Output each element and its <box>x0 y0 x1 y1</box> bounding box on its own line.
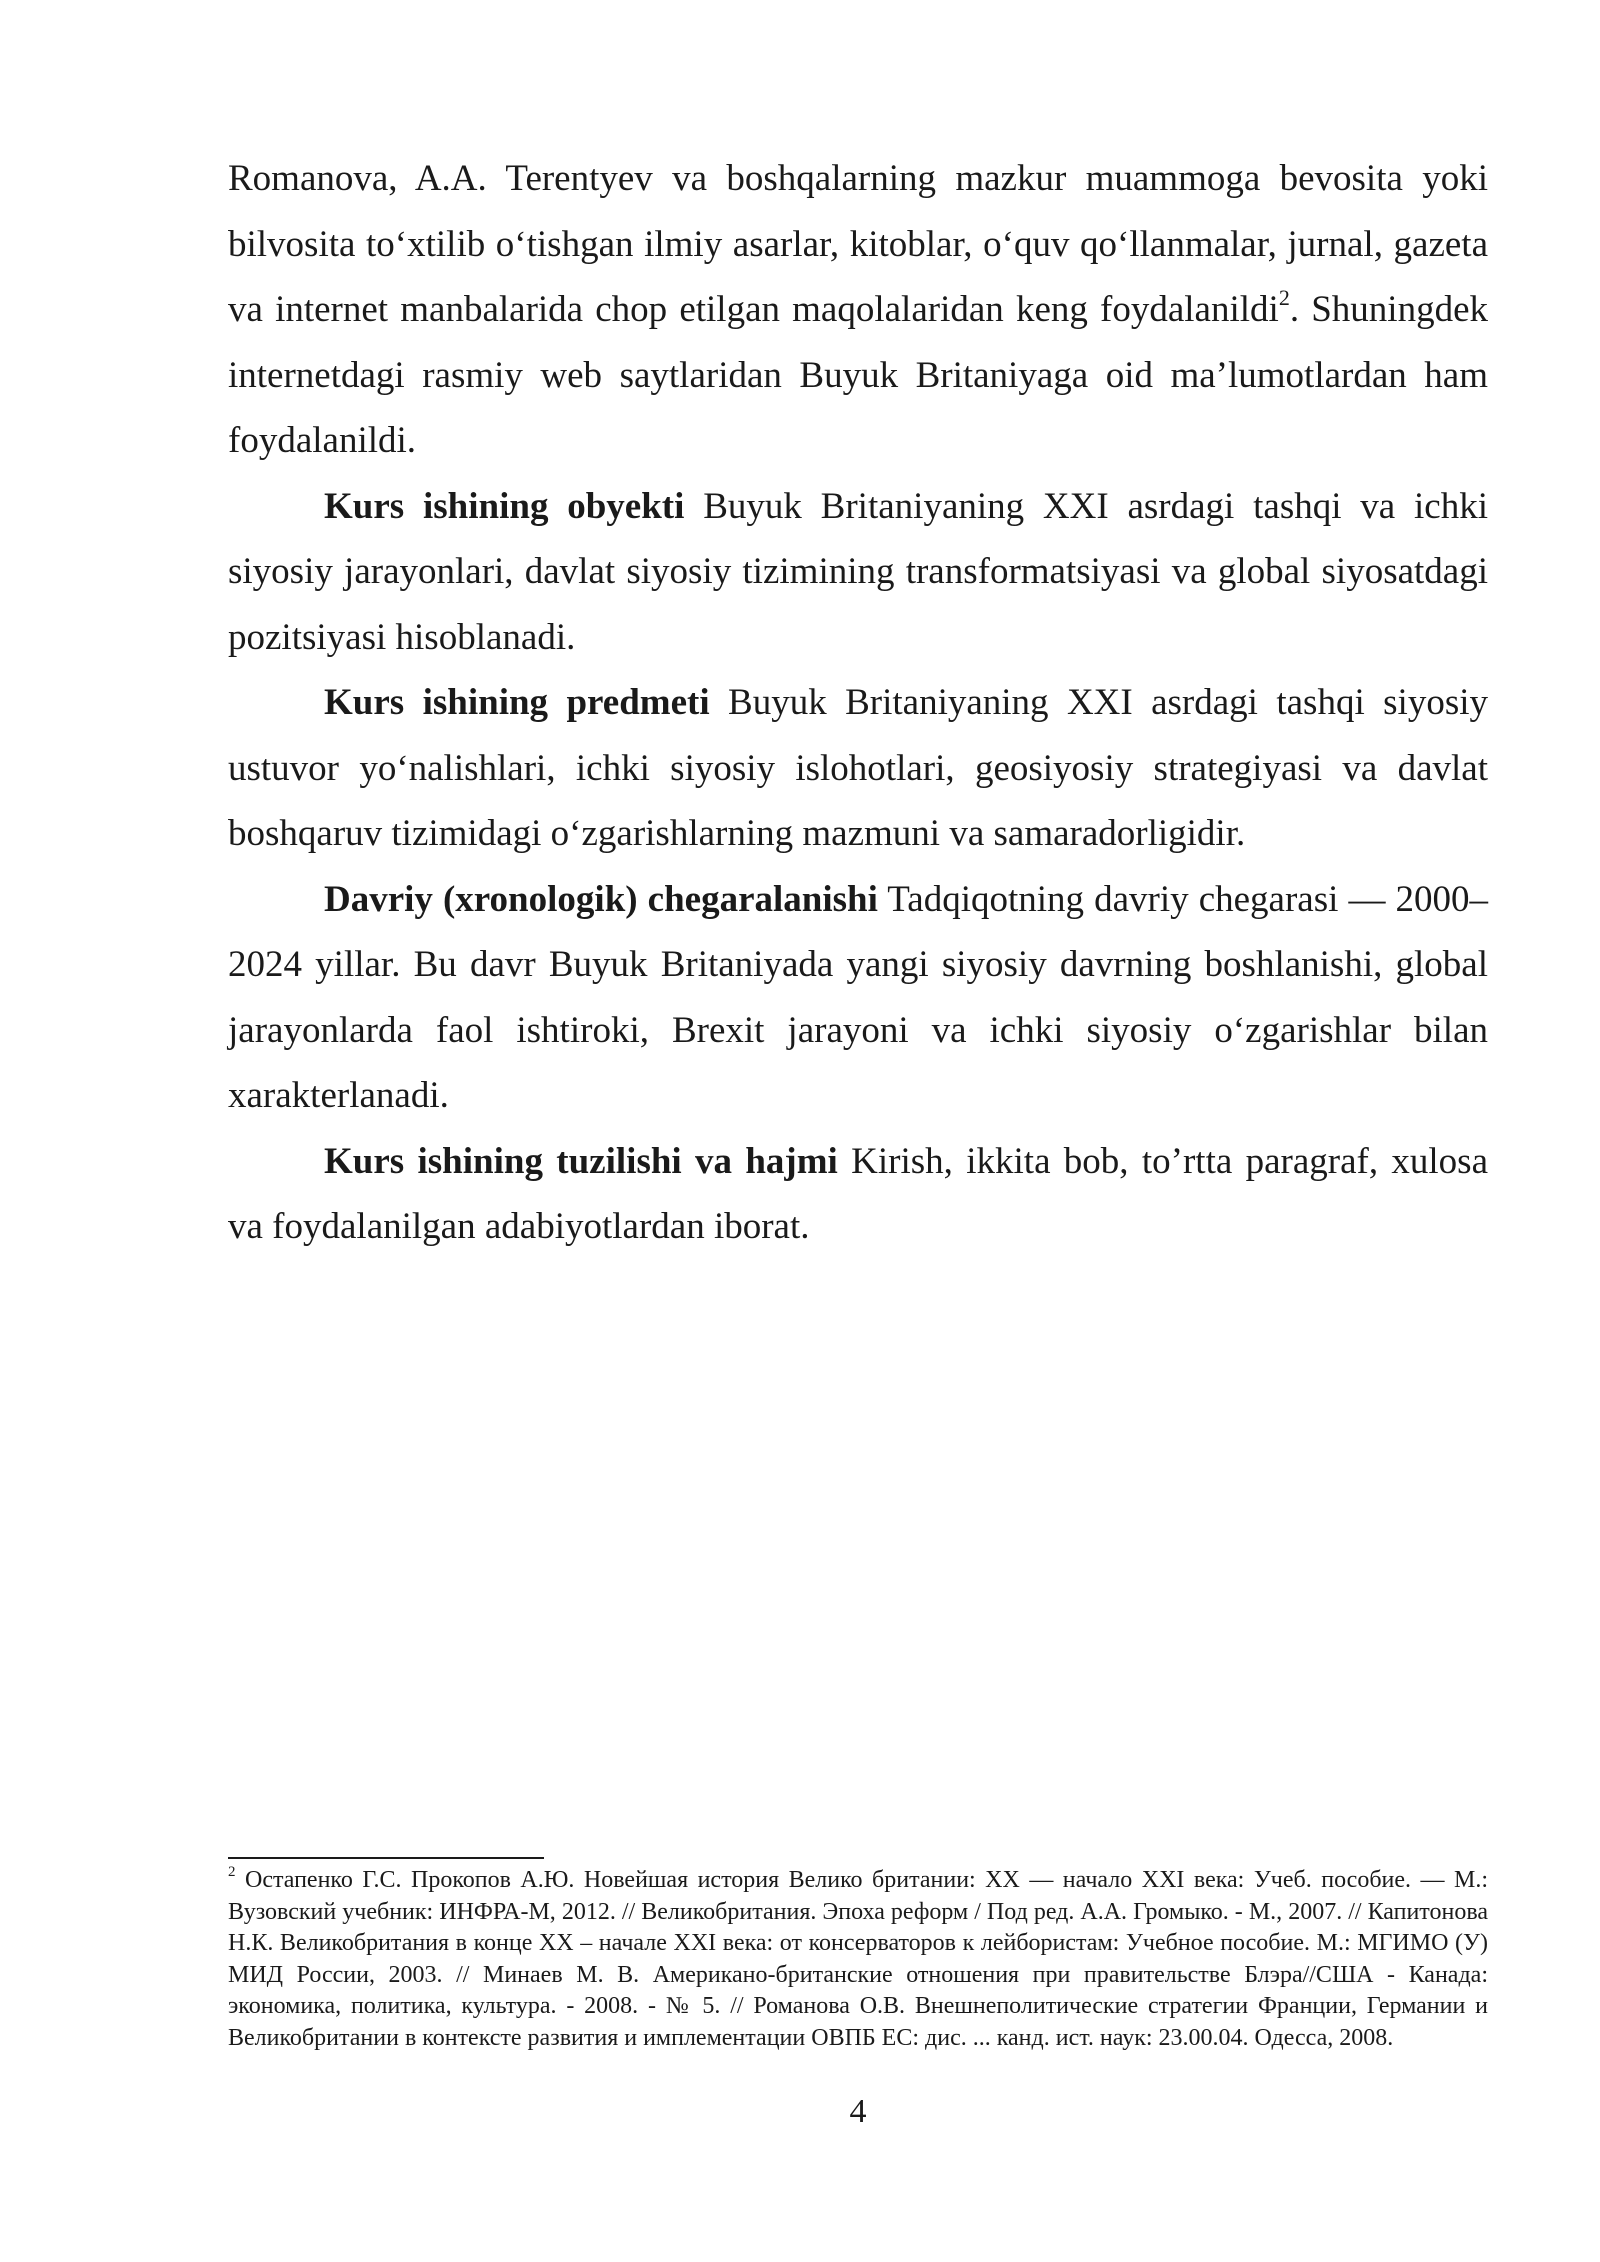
paragraph-object <box>228 474 1488 671</box>
paragraph-subject-heading: Kurs ishining predmeti <box>324 682 710 723</box>
paragraph-sources-text-a: Romanova, A.A. Terentyev va boshqalarning mazkur muammoga bevosita yoki bilvosita to‘xtilib o‘tishgan ilmiy asarlar, kitoblar, o‘quv qo‘llanmalar, jurnal, gazeta va internet manbalarida chop etilgan maqolalaridan keng foydalanildi <box>228 158 1488 330</box>
paragraph-object-text: Buyuk Britaniyaning XXI asrdagi tashqi va ichki siyosiy jarayonlari, davlat siyosiy tizimining transformatsiyasi va global siyosatdagi pozitsiyasi hisoblanadi. <box>228 485 1488 658</box>
paragraph-structure-heading: Kurs ishining tuzilishi va hajmi <box>324 1140 838 1182</box>
paragraph-sources-text-b: . Shuningdek internetdagi rasmiy web saytlaridan Buyuk Britaniyaga oid ma’lumotlardan ham foydalanildi. <box>228 289 1488 461</box>
paragraph-chronology-heading: Davriy (xronologik) chegaralanishi <box>324 878 878 920</box>
paragraph-structure <box>228 1129 1488 1260</box>
paragraph-chronology <box>228 867 1488 1129</box>
main-text <box>228 146 1488 1260</box>
paragraph-subject-text: Buyuk Britaniyaning XXI asrdagi tashqi siyosiy ustuvor yo‘nalishlari, ichki siyosiy islohotlari, geosiyosiy strategiyasi va davlat boshqaruv tizimidagi o‘zgarishlarning mazmuni va samaradorligidir. <box>228 682 1488 854</box>
paragraph-structure-text: Kirish, ikkita bob, to’rtta paragraf, xulosa va foydalanilgan adabiyotlardan iborat. <box>228 1140 1488 1247</box>
paragraph-subject <box>228 670 1488 867</box>
paragraph-chronology-text: Tadqiqotning davriy chegarasi — 2000–2024 yillar. Bu davr Buyuk Britaniyada yangi siyosiy davrning boshlanishi, global jarayonlarda faol ishtiroki, Brexit jarayoni va ichki siyosiy o‘zgarishlar bilan xarakterlanadi. <box>228 878 1488 1116</box>
page-number: 4 <box>849 2093 867 2130</box>
footnote-reference[interactable]: 2 <box>1278 284 1290 310</box>
paragraph-sources <box>228 146 1488 474</box>
footnote <box>228 1859 1488 2054</box>
footnote-number: 2 <box>228 1864 236 1880</box>
footnote-section <box>228 1857 1488 2054</box>
footnote-text: Остапенко Г.С. Прокопов А.Ю. Новейшая история Велико британии: XX — начало XXI века: Учеб. пособие. — М.: Вузовский учебник: ИНФРА-М, 2012. // Великобритания. Эпоха реформ / Под ред. А.А. Громыко. - М., 2007. // Капитонова Н.К. Великобритания в конце ХХ – начале XXI века: от консерваторов к лейбористам: Учебное пособие. М.: МГИМО (У) МИД России, 2003. // Минаев М. В. Американо-британские отношения при правительстве Блэра//США - Канада: экономика, политика, культура. - 2008. - № 5. // Романова О.В. Внешнеполитические стратегии Франции, Германии и Великобритании в контексте развития и имплементации ОВПБ ЕС: дис. ... канд. ист. наук: 23.00.04. Одесса, 2008. <box>228 1867 1488 2051</box>
paragraph-object-heading: Kurs ishining obyekti <box>324 485 685 527</box>
